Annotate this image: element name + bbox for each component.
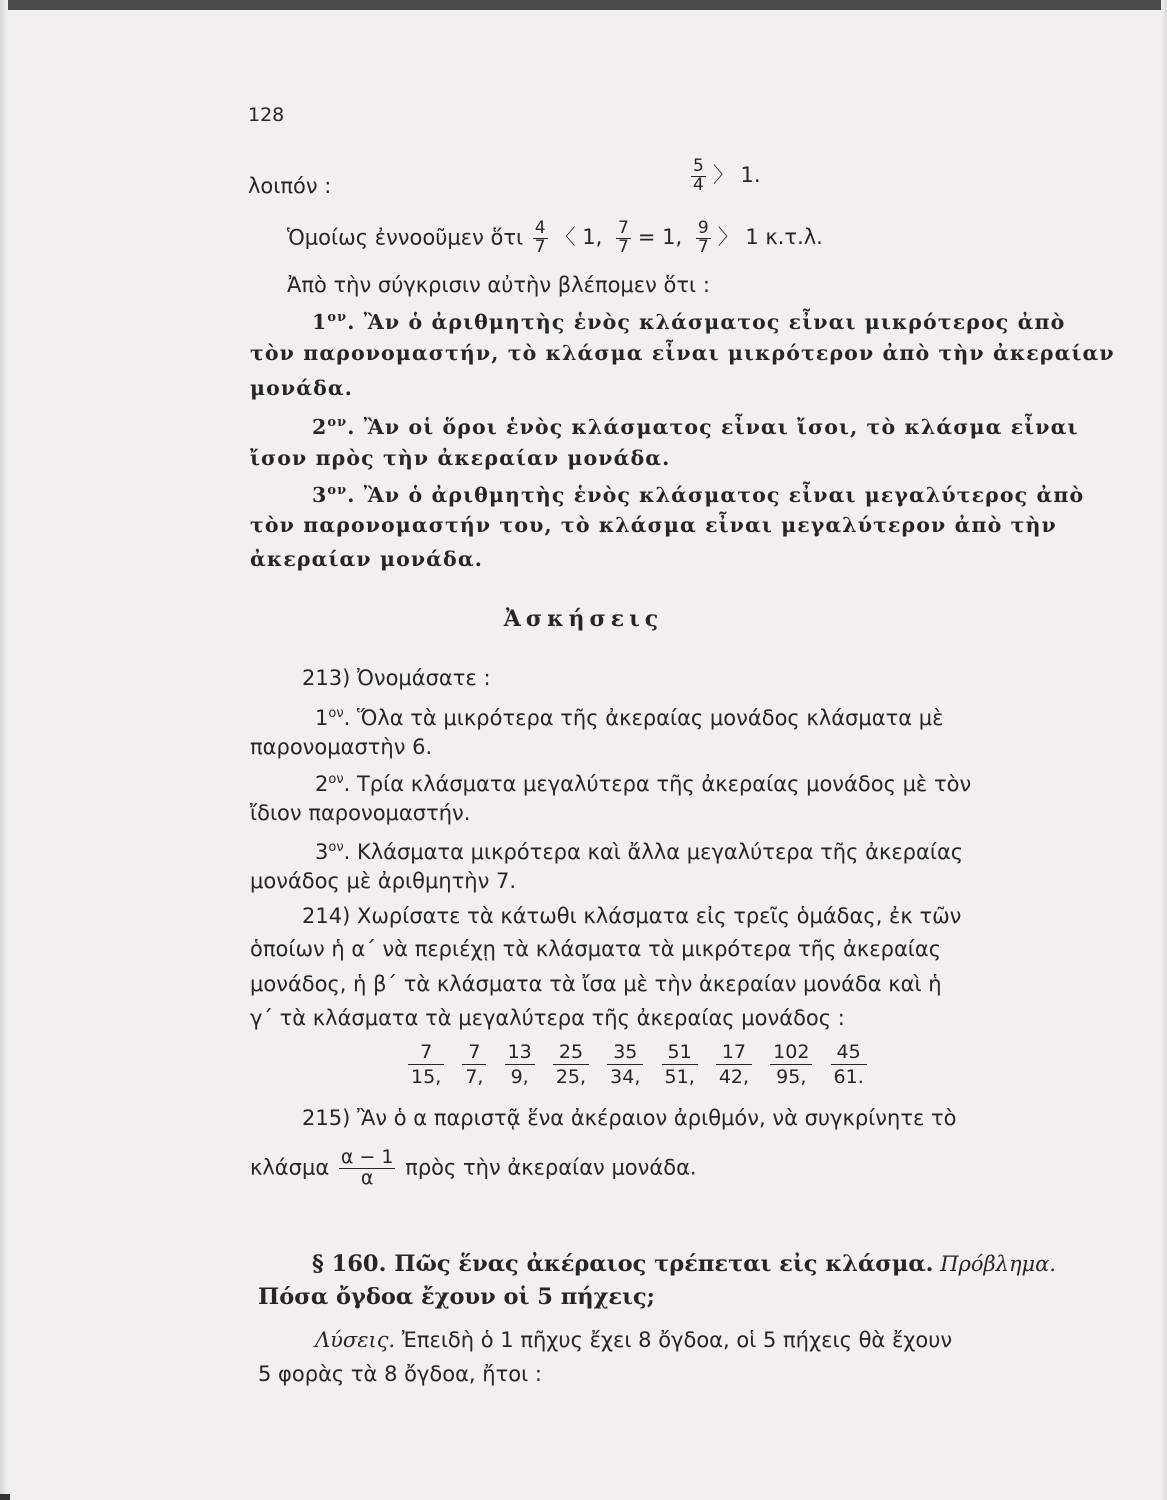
exercise-213-a-line-2: παρονομαστὴν 6. <box>250 735 433 759</box>
exercise-213-head: 213) Ὀνομάσατε : <box>302 666 491 690</box>
fraction-item: $\frac{51}{51,}$ <box>662 1040 698 1089</box>
fraction-alpha-minus-1-over-alpha: $\frac{\alpha - 1}{\alpha}$ <box>340 1146 394 1189</box>
scan-corner-mark <box>0 1494 10 1500</box>
exercise-214-line-2: ὁποίων ἡ α΄ νὰ περιέχῃ τὰ κλάσματα τὰ μικρότερα τῆς ἀκεραίας <box>250 937 942 961</box>
scan-left-edge <box>0 0 8 1500</box>
rule-1-line-3: μονάδα. <box>250 376 353 400</box>
exercise-214-line-4: γ΄ τὰ κλάσματα τὰ μεγαλύτερα τῆς ἀκεραίας μονάδος : <box>250 1006 845 1030</box>
exercise-213-b-line-2: ἴδιον παρονομαστήν. <box>250 801 471 825</box>
fraction-item: $\frac{35}{34,}$ <box>607 1040 643 1089</box>
exercise-215-line-2: κλάσμα $\frac{\alpha - 1}{\alpha}$ πρὸς τὴν ἀκεραίαν μονάδα. <box>250 1146 697 1189</box>
rule-2-line-2: ἴσον πρὸς τὴν ἀκεραίαν μονάδα. <box>250 446 671 470</box>
fraction-9-7: $\frac{9}{7}$ <box>697 218 709 257</box>
exercise-214-line-3: μονάδος, ἡ β΄ τὰ κλάσματα τὰ ἴσα μὲ τὴν ἀκεραίαν μονάδα καὶ ἡ <box>250 972 942 996</box>
fraction-item: $\frac{102}{95,}$ <box>770 1040 812 1089</box>
intro-line-1-formula <box>688 158 765 195</box>
exercise-213-c-line-1: $3^{o\nu}$. Κλάσματα μικρότερα καὶ ἄλλα μεγαλύτερα τῆς ἀκεραίας <box>315 840 964 864</box>
intro-apo-line: Ἀπὸ τὴν σύγκρισιν αὐτὴν βλέπομεν ὅτι : <box>287 273 710 297</box>
rule-2-line-1: $2^{o\nu}$. Ἂν οἱ ὅροι ἑνὸς κλάσματος εἶναι ἴσοι, τὸ κλάσμα εἶναι <box>312 415 1079 439</box>
intro-loipon: λοιπόν : <box>248 174 332 198</box>
section-160-text-line-2: 5 φορὰς τὰ 8 ὄγδοα, ἤτοι : <box>258 1362 542 1386</box>
rule-1-line-1: $1^{o\nu}$. Ἂν ὁ ἀριθμητὴς ἑνὸς κλάσματος εἶναι μικρότερος ἀπὸ <box>312 310 1066 334</box>
section-160-title-line-1: § 160. Πῶς ἕνας ἀκέραιος τρέπεται εἰς κλάσμα. Πρόβλημα. <box>312 1251 1057 1277</box>
fraction-item: $\frac{25}{25,}$ <box>553 1040 589 1089</box>
section-160-text-line-1: Λύσεις. Ἐπειδὴ ὁ 1 πῆχυς ἔχει 8 ὄγδοα, οἱ 5 πήχεις θὰ ἔχουν <box>315 1328 953 1352</box>
scan-right-edge <box>1161 0 1167 1500</box>
exercise-213-b-line-1: $2^{o\nu}$. Τρία κλάσματα μεγαλύτερα τῆς ἀκεραίας μονάδος μὲ τὸν <box>315 772 972 796</box>
rule-3-line-3: ἀκεραίαν μονάδα. <box>250 547 483 571</box>
intro-omoios-line: Ὁμοίως ἐννοοῦμεν ὅτι $\frac{4}{7}$ 〈 1, $\frac{7}{7}$ = 1, $\frac{9}{7}$ 〉 1 κ.τ.λ. <box>287 218 823 257</box>
exercise-215-line-1: 215) Ἂν ὁ α παριστᾷ ἕνα ἀκέραιον ἀριθμόν, νὰ συγκρίνητε τὸ <box>302 1106 957 1130</box>
section-160-title-line-2: Πόσα ὄγδοα ἔχουν οἱ 5 πήχεις; <box>258 1284 655 1310</box>
fraction-4-7: $\frac{4}{7}$ <box>534 218 546 257</box>
fraction-item: $\frac{7}{7,}$ <box>462 1040 486 1089</box>
exercise-214-fractions <box>408 1040 880 1096</box>
page-number: 128 <box>248 104 285 126</box>
fraction-item: $\frac{7}{15,}$ <box>408 1040 444 1089</box>
fraction-item: $\frac{45}{61.}$ <box>831 1040 867 1089</box>
exercises-heading: Ἀσκήσεις <box>503 606 664 632</box>
fraction-item: $\frac{17}{42,}$ <box>716 1040 752 1089</box>
fraction-item: $\frac{13}{9,}$ <box>505 1040 535 1089</box>
rule-3-line-2: τὸν παρονομαστήν του, τὸ κλάσμα εἶναι μεγαλύτερον ἀπὸ τὴν <box>250 513 1057 537</box>
fraction-7-7: $\frac{7}{7}$ <box>618 218 629 257</box>
rule-3-line-1: $3^{o\nu}$. Ἂν ὁ ἀριθμητὴς ἑνὸς κλάσματος εἶναι μεγαλύτερος ἀπὸ <box>312 483 1085 507</box>
scan-top-border <box>0 0 1167 10</box>
fraction-5-4: $\frac{5}{4}$ <box>693 156 704 195</box>
exercise-214-line-1: 214) Χωρίσατε τὰ κάτωθι κλάσματα εἰς τρεῖς ὁμάδας, ἐκ τῶν <box>302 904 962 928</box>
exercise-213-c-line-2: μονάδος μὲ ἀριθμητὴν 7. <box>250 869 517 893</box>
relation: 〉 1. <box>712 163 761 188</box>
rule-1-line-2: τὸν παρονομαστήν, τὸ κλάσμα εἶναι μικρότερον ἀπὸ τὴν ἀκεραίαν <box>250 341 1115 365</box>
exercise-213-a-line-1: $1^{o\nu}$. Ὅλα τὰ μικρότερα τῆς ἀκεραίας μονάδος κλάσματα μὲ <box>315 706 944 730</box>
